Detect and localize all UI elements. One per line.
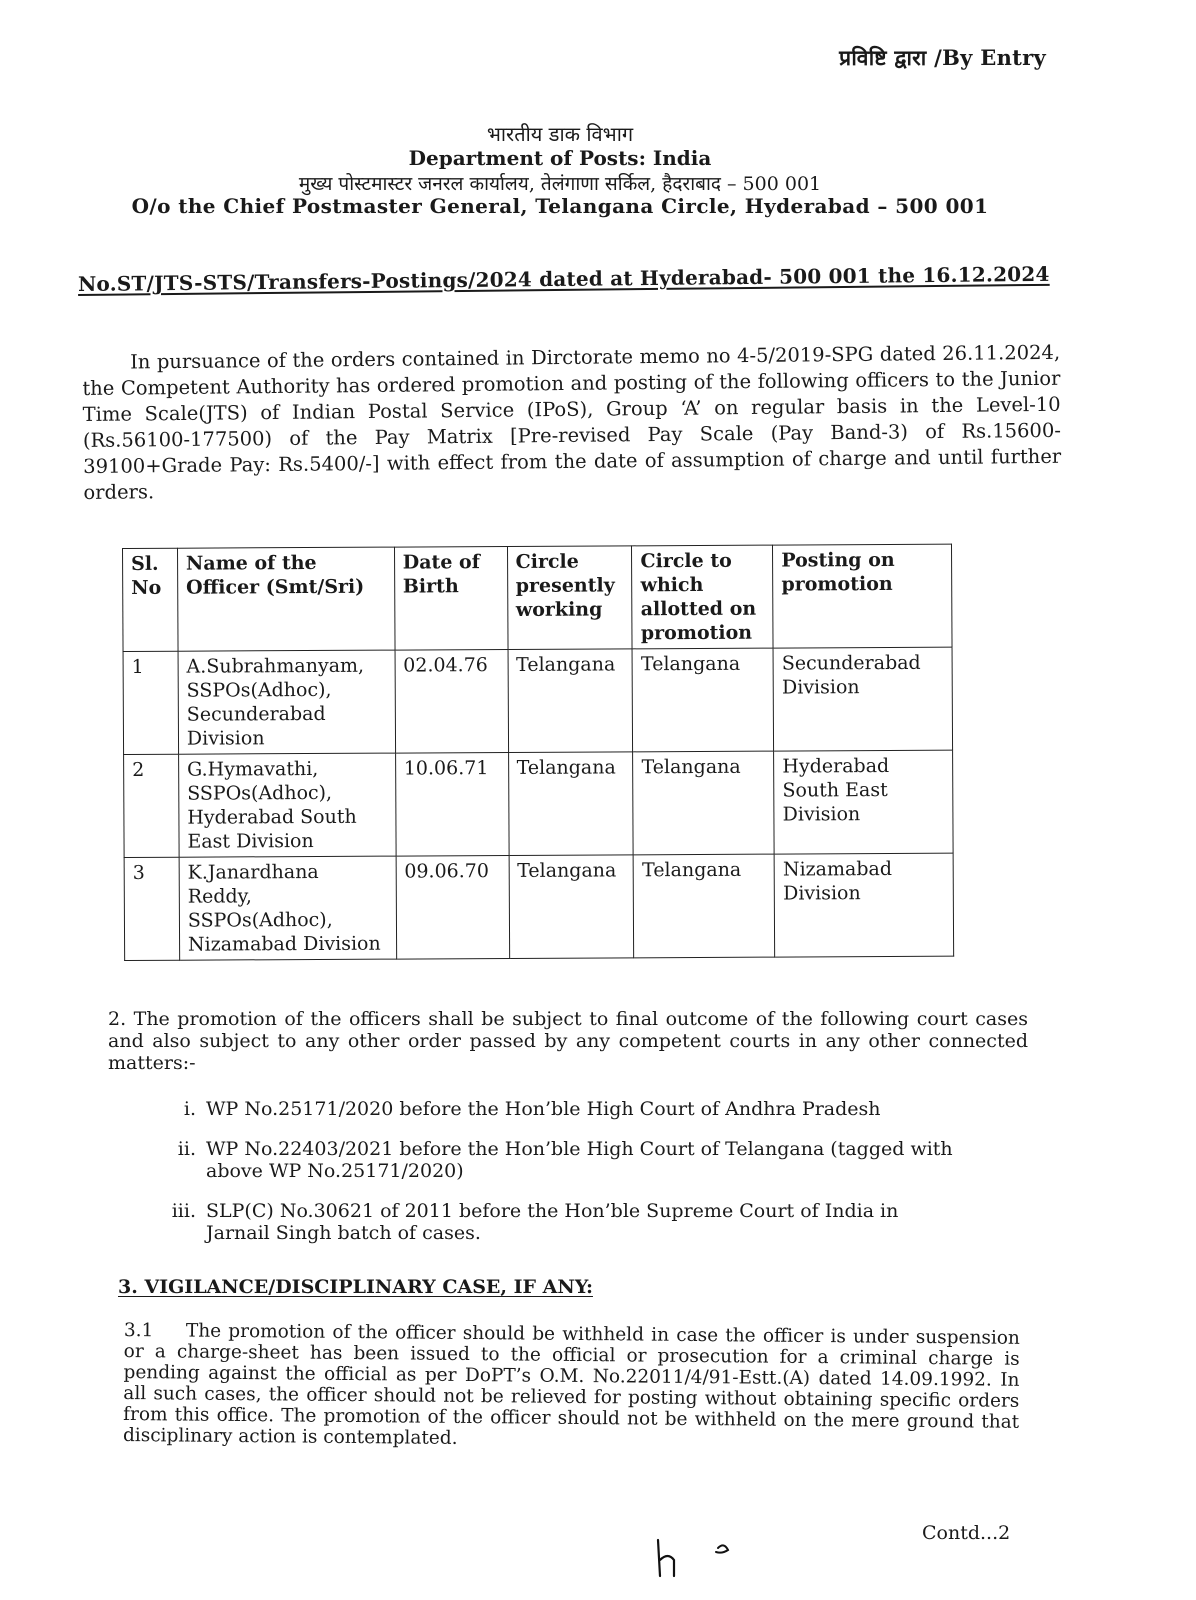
header-sl-no: Sl. No [123, 548, 178, 651]
cell-date-of-birth: 09.06.70 [396, 855, 509, 959]
cell-posting: Hyderabad South East Division [774, 750, 953, 854]
office-name-english: O/o the Chief Postmaster General, Telangana Circle, Hyderabad – 500 001 [131, 194, 989, 218]
dept-name-english: Department of Posts: India [408, 146, 712, 170]
list-item-number: ii. [177, 1138, 196, 1160]
office-name-hindi: मुख्य पोस्टमास्टर जनरल कार्यालय, तेलंगाणा सर्किल, हैदराबाद – 500 001 [298, 173, 822, 195]
table-row [124, 750, 954, 857]
list-item-text: SLP(C) No.30621 of 2011 before the Hon’ble Supreme Court of India in Jarnail Singh batch of cases. [206, 1200, 899, 1244]
cell-circle-present: Telangana [508, 752, 633, 856]
order-paragraph: In pursuance of the orders contained in Dirctorate memo no 4-5/2019-SPG dated 26.11.2024, the Competent Authority has ordered promotion and posting of the following officers to the Junior Time Scale(JTS) of Indian Postal Service (IPoS), Group ‘A’ on regular basis in the Level-10 (Rs.56100-177500) of the Pay Matrix [Pre-revised Pay Scale (Pay Band-3) of Rs.15600-39100+Grade Pay: Rs.5400/-] with effect from the date of assumption of charge and until further orders. [82, 340, 1062, 504]
list-item [160, 1200, 960, 1244]
cell-posting: Nizamabad Division [774, 853, 953, 957]
cell-date-of-birth: 10.06.71 [395, 752, 508, 856]
list-item-text: WP No.25171/2020 before the Hon’ble High Court of Andhra Pradesh [206, 1098, 881, 1120]
header-date-of-birth: Date of Birth [394, 546, 507, 650]
reference-number: No.ST/JTS-STS/Transfers-Postings/2024 dated at Hyderabad- 500 001 the 16.12.2024 [77, 261, 1050, 296]
court-cases-intro: 2. The promotion of the officers shall be subject to final outcome of the following court cases and also subject to any other order passed by any competent courts in any other connected matters:- [108, 1008, 1028, 1074]
court-cases-list [160, 1098, 960, 1262]
cell-sl-no: 3 [124, 857, 179, 960]
cell-circle-present: Telangana [508, 649, 633, 753]
cell-sl-no: 1 [123, 651, 178, 754]
cell-posting: Secunderabad Division [773, 647, 952, 751]
table-header-row [123, 544, 953, 651]
cell-circle-allotted: Telangana [633, 751, 774, 855]
list-item [160, 1098, 960, 1120]
officers-table [122, 544, 954, 961]
list-item-number: i. [183, 1098, 196, 1120]
cell-officer-name: K.Janardhana Reddy, SSPOs(Adhoc), Nizamabad Division [179, 856, 396, 960]
paragraph-number: 3.1 [123, 1320, 154, 1342]
paragraph-text: The promotion of the officer should be withheld in case the officer is under suspension or a charge-sheet has been issued to the official or prosecution for a criminal charge is pending against the official as per DoPT’s O.M. No.22011/4/91-Estt.(A) dated 14.09.1992. In all such cases, the officer should not be relieved for posting without obtaining specific orders from this office. The promotion of the officer should not be withheld on the mere ground that disciplinary action is contemplated. [122, 1320, 1020, 1449]
list-item-text: WP No.22403/2021 before the Hon’ble High Court of Telangana (tagged with above WP No.25171/2020) [206, 1138, 953, 1182]
cell-circle-present: Telangana [509, 855, 634, 959]
table-row [124, 853, 954, 960]
header-circle-present: Circle presently working [507, 546, 632, 650]
cell-officer-name: A.Subrahmanyam, SSPOs(Adhoc), Secunderabad Division [178, 650, 395, 754]
cell-sl-no: 2 [124, 754, 179, 857]
list-item-number: iii. [171, 1200, 196, 1222]
dept-name-hindi: भारतीय डाक विभाग [486, 122, 634, 146]
header-circle-allotted: Circle to which allotted on promotion [632, 545, 773, 649]
cell-circle-allotted: Telangana [634, 854, 775, 958]
section-3-heading: 3. VIGILANCE/DISCIPLINARY CASE, IF ANY: [118, 1276, 593, 1298]
cell-date-of-birth: 02.04.76 [395, 649, 508, 753]
list-item [160, 1138, 960, 1182]
continued-marker: Contd...2 [922, 1522, 1011, 1544]
cell-officer-name: G.Hymavathi, SSPOs(Adhoc), Hyderabad South East Division [178, 753, 395, 857]
cell-circle-allotted: Telangana [632, 648, 773, 752]
by-entry-label: प्रविष्टि द्वारा /By Entry [839, 45, 1046, 70]
header-officer-name: Name of the Officer (Smt/Sri) [177, 547, 394, 651]
table-row [123, 647, 953, 754]
header-posting: Posting on promotion [773, 544, 952, 648]
handwritten-mark [652, 1538, 738, 1578]
paragraph-3-1 [123, 1320, 1020, 1454]
